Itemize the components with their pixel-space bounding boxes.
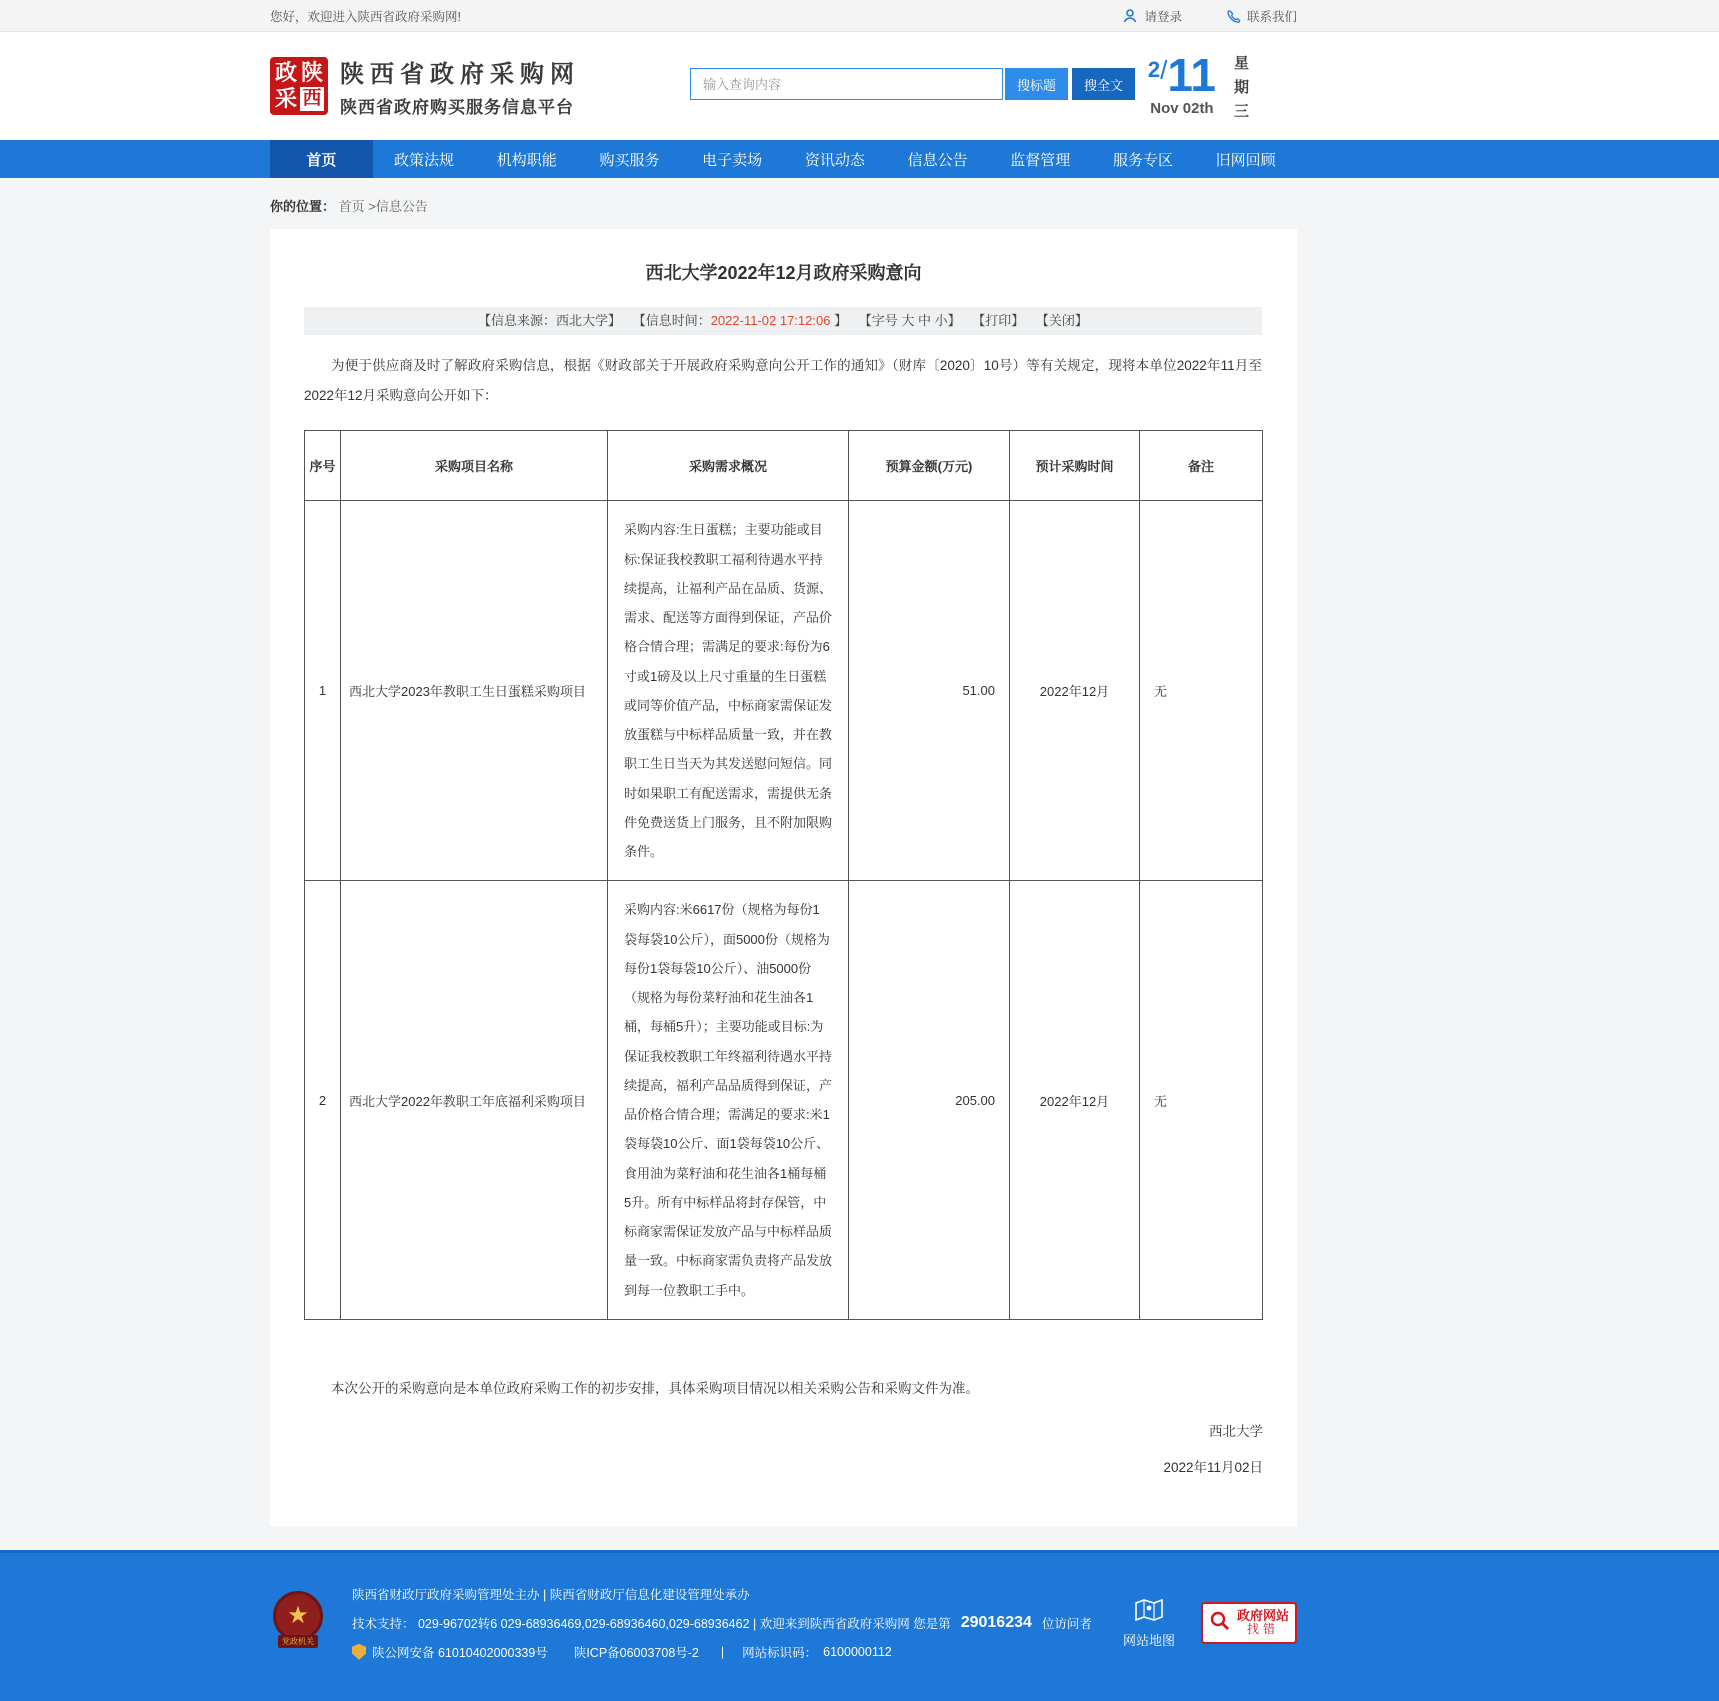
search-fulltext-button[interactable]: 搜全文 (1072, 68, 1135, 100)
magnifier-icon (1209, 1610, 1231, 1635)
nav-item-old-site[interactable]: 旧网回顾 (1215, 151, 1276, 169)
logo-char-4: 西 (300, 87, 324, 111)
site-title: 陕西省政府采购网 (340, 61, 580, 88)
close-button[interactable]: 【关闭】 (1035, 313, 1088, 328)
logo-char-3: 采 (274, 85, 297, 111)
nav-item-news[interactable]: 资讯动态 (804, 151, 865, 169)
badge-label: 党政机关 (278, 1635, 318, 1648)
meta-fontsize (859, 313, 961, 328)
sitemap-link[interactable] (1123, 1597, 1175, 1649)
breadcrumb-separator: > (364, 199, 376, 214)
visitor-suffix: 位访问者 (1041, 1616, 1092, 1631)
user-icon (1122, 8, 1138, 24)
nav-item-service-zone[interactable]: 服务专区 (1112, 151, 1173, 169)
footer-support-line (352, 1614, 1097, 1632)
header-time: 预计采购时间 (1010, 431, 1140, 501)
row1-time: 2022年12月 (1010, 501, 1140, 881)
nav-item-announcements[interactable]: 信息公告 (907, 151, 968, 169)
breadcrumb-current-link[interactable]: 信息公告 (375, 199, 428, 214)
nav-item-supervision[interactable]: 监督管理 (1010, 151, 1071, 169)
row2-budget: 205.00 (849, 881, 1010, 1320)
article-meta-bar (304, 307, 1262, 335)
site-header (0, 32, 1719, 140)
top-bar (0, 0, 1719, 32)
footer-organizer-line (352, 1585, 1097, 1603)
date-english: Nov 02th (1150, 100, 1214, 117)
procurement-table (304, 430, 1263, 1320)
row1-remark: 无 (1140, 501, 1263, 881)
signature-org: 西北大学 (1209, 1423, 1263, 1439)
nav-item-policies[interactable]: 政策法规 (394, 151, 455, 169)
map-icon (1134, 1597, 1164, 1626)
row1-budget: 51.00 (849, 501, 1010, 881)
row2-serial: 2 (305, 881, 341, 1320)
site-footer (0, 1550, 1719, 1701)
fontsize-medium-button[interactable]: 中 (917, 313, 931, 328)
logo-icon (270, 57, 328, 115)
government-badge-icon (270, 1591, 326, 1655)
nav-item-functions[interactable]: 机构职能 (496, 151, 557, 169)
site-subtitle: 陕西省政府购买服务信息平台 (340, 98, 574, 117)
meta-fontsize-close: 】 (947, 313, 961, 328)
table-row (305, 501, 1263, 881)
header-demand: 采购需求概况 (608, 431, 849, 501)
footer-divider: | (720, 1644, 725, 1659)
find-error-title: 政府网站 (1236, 1607, 1289, 1623)
gongan-beian-link[interactable]: 陕公网安备 61010402000339号 (372, 1645, 548, 1660)
meta-time-value: 2022-11-02 17:12:06 (710, 313, 831, 328)
contact-label: 联系我们 (1246, 10, 1297, 24)
closing-paragraph: 本次公开的采购意向是本单位政府采购工作的初步安排，具体采购项目情况以相关采购公告和采购文件为准。 (331, 1380, 979, 1396)
site-code-value: 6100000112 (823, 1644, 892, 1659)
date-weekday: 星期三 (1234, 55, 1250, 120)
logo-char-2: 陕 (300, 59, 323, 85)
nav-item-purchase-services[interactable]: 购买服务 (599, 151, 660, 169)
date-widget (1148, 48, 1252, 124)
icp-beian-link[interactable]: 陕ICP备06003708号-2 (573, 1645, 699, 1660)
table-header-row (305, 431, 1263, 501)
find-error-subtitle: 找错 (1246, 1622, 1279, 1637)
row2-time: 2022年12月 (1010, 881, 1140, 1320)
meta-fontsize-label: 【字号 (858, 313, 898, 328)
breadcrumb-prefix: 你的位置： (270, 199, 336, 214)
date-month-big: 11 (1167, 49, 1216, 101)
print-button[interactable]: 【打印】 (972, 313, 1025, 328)
search-bar (690, 68, 1135, 100)
intro-paragraph: 为便于供应商及时了解政府采购信息，根据《财政部关于开展政府采购意向公开工作的通知》（财库〔2020〕10号）等有关规定，现将本单位2022年11月至2022年12月采购意向公开如下： (304, 358, 1262, 403)
login-label: 请登录 (1144, 10, 1182, 24)
footer-beian-line (352, 1643, 1097, 1661)
header-project-name: 采购项目名称 (341, 431, 608, 501)
row2-project-name: 西北大学2022年教职工年底福利采购项目 (341, 881, 608, 1320)
nav-item-home[interactable]: 首页 (270, 140, 373, 178)
site-logo[interactable] (270, 54, 580, 118)
welcome-text: 您好，欢迎进入陕西省政府采购网! (270, 10, 461, 24)
row1-demand: 采购内容:生日蛋糕；主要功能或目标:保证我校教职工福利待遇水平持续提高，让福利产品在品质、货源、需求、配送等方面得到保证，产品价格合情合理；需满足的要求:每份为6寸或1磅及以上尺寸重量的生日蛋糕或同等价值产品，中标商家需保证发放蛋糕与中标样品质量一致，并在教职工生日当天为其发送慰问短信。同时如果职工有配送需求，需提供无条件免费送货上门服务，且不附加限购条件。 (608, 501, 849, 881)
meta-time-prefix: 【信息时间： (632, 313, 711, 328)
row1-serial: 1 (305, 501, 341, 881)
nav-item-e-marketplace[interactable]: 电子卖场 (702, 151, 763, 169)
fontsize-small-button[interactable]: 小 (934, 313, 948, 328)
signature-date: 2022年11月02日 (1163, 1459, 1263, 1475)
support-text: 技术支持： 029-96702转6 029-68936469,029-68936460,029-68936462 | 欢迎来到陕西省政府采购网 您是第 (352, 1616, 951, 1631)
phone-icon (1226, 9, 1241, 24)
emblem-icon: ★ (273, 1591, 323, 1641)
header-serial: 序号 (305, 431, 341, 501)
find-error-widget[interactable] (1201, 1602, 1297, 1644)
public-security-shield-icon (352, 1644, 366, 1660)
row1-project-name: 西北大学2023年教职工生日蛋糕采购项目 (341, 501, 608, 881)
meta-time-suffix: 】 (830, 313, 848, 328)
article-card (270, 229, 1297, 1526)
logo-char-1: 政 (274, 59, 297, 85)
organizer-text: 陕西省财政厅政府采购管理处主办 | 陕西省财政厅信息化建设管理处承办 (352, 1587, 750, 1602)
contact-link[interactable] (1226, 7, 1297, 25)
meta-time (633, 313, 847, 328)
visitor-count: 29016234 (960, 1613, 1032, 1631)
sitemap-label: 网站地图 (1122, 1632, 1175, 1648)
date-slash: / (1160, 55, 1168, 85)
row2-remark: 无 (1140, 881, 1263, 1320)
breadcrumb (270, 178, 1297, 229)
table-row (305, 881, 1263, 1320)
header-remark: 备注 (1140, 431, 1263, 501)
header-budget: 预算金额(万元) (849, 431, 1010, 501)
fontsize-large-button[interactable]: 大 (901, 313, 915, 328)
breadcrumb-home-link[interactable]: 首页 (338, 199, 365, 214)
site-code-label: 网站标识码： (742, 1645, 818, 1660)
login-link[interactable] (1122, 7, 1182, 25)
page-title: 西北大学2022年12月政府采购意向 (645, 263, 922, 283)
date-day-small: 2 (1147, 57, 1161, 82)
search-input[interactable] (690, 68, 1003, 100)
search-title-button[interactable]: 搜标题 (1005, 68, 1068, 100)
row2-demand: 采购内容:米6617份（规格为每份1袋每袋10公斤），面5000份（规格为每份1袋每袋10公斤）、油5000份（规格为每份菜籽油和花生油各1桶，每桶5升）；主要功能或目标:为保证我校教职工年终福利待遇水平持续提高，福利产品品质得到保证，产品价格合情合理；需满足的要求:米1袋每袋10公斤、面1袋每袋10公斤、食用油为菜籽油和花生油各1桶每桶5升。所有中标样品将封存保管，中标商家需保证发放产品与中标样品质量一致。中标商家需负责将产品发放到每一位教职工手中。 (608, 881, 849, 1320)
main-nav (0, 140, 1719, 178)
meta-source: 【信息来源：西北大学】 (478, 313, 622, 328)
